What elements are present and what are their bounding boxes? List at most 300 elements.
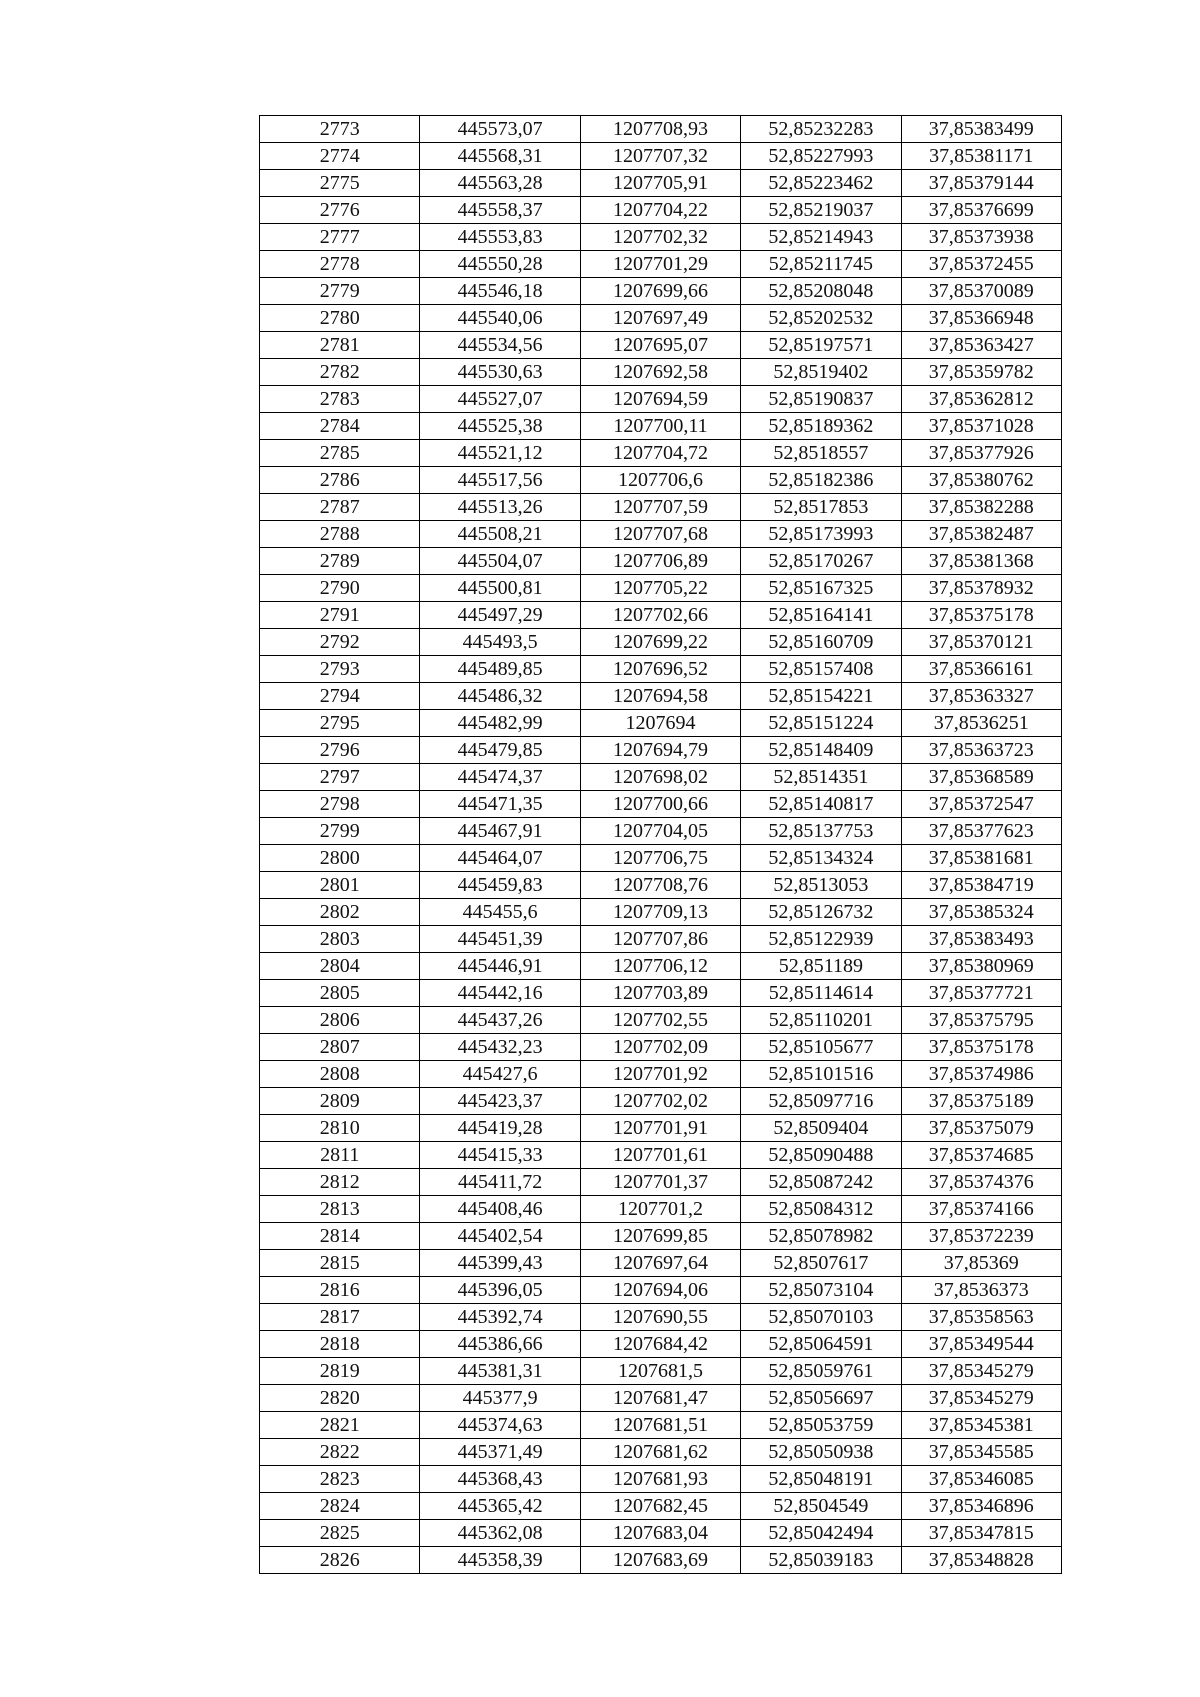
longitude-cell: 37,85384719: [901, 872, 1061, 899]
point-number-cell: 2786: [260, 467, 420, 494]
longitude-cell: 37,85374376: [901, 1169, 1061, 1196]
coord-y-cell: 1207684,42: [580, 1331, 740, 1358]
longitude-cell: 37,85346896: [901, 1493, 1061, 1520]
coord-x-cell: 445386,66: [420, 1331, 580, 1358]
latitude-cell: 52,851189: [741, 953, 901, 980]
table-row: [260, 1034, 1062, 1061]
coord-y-cell: 1207694,58: [580, 683, 740, 710]
table-row: [260, 575, 1062, 602]
latitude-cell: 52,85167325: [741, 575, 901, 602]
longitude-cell: 37,85368589: [901, 764, 1061, 791]
latitude-cell: 52,85189362: [741, 413, 901, 440]
point-number-cell: 2817: [260, 1304, 420, 1331]
point-number-cell: 2809: [260, 1088, 420, 1115]
latitude-cell: 52,85151224: [741, 710, 901, 737]
latitude-cell: 52,8514351: [741, 764, 901, 791]
longitude-cell: 37,85382487: [901, 521, 1061, 548]
latitude-cell: 52,8507617: [741, 1250, 901, 1277]
coord-y-cell: 1207706,12: [580, 953, 740, 980]
point-number-cell: 2778: [260, 251, 420, 278]
coord-y-cell: 1207704,72: [580, 440, 740, 467]
latitude-cell: 52,85101516: [741, 1061, 901, 1088]
longitude-cell: 37,85375795: [901, 1007, 1061, 1034]
coord-x-cell: 445508,21: [420, 521, 580, 548]
longitude-cell: 37,85383499: [901, 116, 1061, 143]
coord-x-cell: 445497,29: [420, 602, 580, 629]
longitude-cell: 37,85381171: [901, 143, 1061, 170]
latitude-cell: 52,8513053: [741, 872, 901, 899]
longitude-cell: 37,85379144: [901, 170, 1061, 197]
coord-y-cell: 1207707,59: [580, 494, 740, 521]
coord-x-cell: 445365,42: [420, 1493, 580, 1520]
coord-x-cell: 445423,37: [420, 1088, 580, 1115]
latitude-cell: 52,85164141: [741, 602, 901, 629]
longitude-cell: 37,85366948: [901, 305, 1061, 332]
table-row: [260, 1250, 1062, 1277]
longitude-cell: 37,85362812: [901, 386, 1061, 413]
latitude-cell: 52,85110201: [741, 1007, 901, 1034]
table-row: [260, 710, 1062, 737]
latitude-cell: 52,85087242: [741, 1169, 901, 1196]
point-number-cell: 2777: [260, 224, 420, 251]
latitude-cell: 52,85042494: [741, 1520, 901, 1547]
coord-y-cell: 1207696,52: [580, 656, 740, 683]
table-row: [260, 1061, 1062, 1088]
longitude-cell: 37,85375178: [901, 602, 1061, 629]
coord-y-cell: 1207701,92: [580, 1061, 740, 1088]
longitude-cell: 37,85359782: [901, 359, 1061, 386]
latitude-cell: 52,85227993: [741, 143, 901, 170]
table-row: [260, 251, 1062, 278]
longitude-cell: 37,85370121: [901, 629, 1061, 656]
point-number-cell: 2807: [260, 1034, 420, 1061]
latitude-cell: 52,85097716: [741, 1088, 901, 1115]
point-number-cell: 2818: [260, 1331, 420, 1358]
point-number-cell: 2806: [260, 1007, 420, 1034]
coord-y-cell: 1207706,75: [580, 845, 740, 872]
point-number-cell: 2787: [260, 494, 420, 521]
coord-y-cell: 1207695,07: [580, 332, 740, 359]
table-row: [260, 1439, 1062, 1466]
longitude-cell: 37,85372455: [901, 251, 1061, 278]
table-row: [260, 1169, 1062, 1196]
point-number-cell: 2823: [260, 1466, 420, 1493]
coord-y-cell: 1207697,49: [580, 305, 740, 332]
coord-x-cell: 445411,72: [420, 1169, 580, 1196]
table-row: [260, 1304, 1062, 1331]
table-row: [260, 1493, 1062, 1520]
coord-x-cell: 445482,99: [420, 710, 580, 737]
point-number-cell: 2782: [260, 359, 420, 386]
coord-x-cell: 445362,08: [420, 1520, 580, 1547]
point-number-cell: 2775: [260, 170, 420, 197]
coord-y-cell: 1207681,5: [580, 1358, 740, 1385]
latitude-cell: 52,85232283: [741, 116, 901, 143]
table-row: [260, 683, 1062, 710]
coord-x-cell: 445573,07: [420, 116, 580, 143]
coord-x-cell: 445513,26: [420, 494, 580, 521]
table-row: [260, 494, 1062, 521]
latitude-cell: 52,85070103: [741, 1304, 901, 1331]
coord-x-cell: 445408,46: [420, 1196, 580, 1223]
longitude-cell: 37,85372547: [901, 791, 1061, 818]
coord-y-cell: 1207702,09: [580, 1034, 740, 1061]
coord-y-cell: 1207701,2: [580, 1196, 740, 1223]
table-row: [260, 197, 1062, 224]
coord-y-cell: 1207703,89: [580, 980, 740, 1007]
latitude-cell: 52,85182386: [741, 467, 901, 494]
coord-x-cell: 445455,6: [420, 899, 580, 926]
coord-x-cell: 445553,83: [420, 224, 580, 251]
coord-y-cell: 1207706,89: [580, 548, 740, 575]
coord-x-cell: 445371,49: [420, 1439, 580, 1466]
longitude-cell: 37,85385324: [901, 899, 1061, 926]
table-row: [260, 764, 1062, 791]
coord-y-cell: 1207694,59: [580, 386, 740, 413]
latitude-cell: 52,85214943: [741, 224, 901, 251]
coord-y-cell: 1207682,45: [580, 1493, 740, 1520]
coord-x-cell: 445446,91: [420, 953, 580, 980]
coord-y-cell: 1207705,22: [580, 575, 740, 602]
latitude-cell: 52,85173993: [741, 521, 901, 548]
longitude-cell: 37,85363427: [901, 332, 1061, 359]
coord-x-cell: 445521,12: [420, 440, 580, 467]
point-number-cell: 2822: [260, 1439, 420, 1466]
table-row: [260, 1520, 1062, 1547]
point-number-cell: 2789: [260, 548, 420, 575]
coord-y-cell: 1207697,64: [580, 1250, 740, 1277]
coord-x-cell: 445471,35: [420, 791, 580, 818]
point-number-cell: 2793: [260, 656, 420, 683]
point-number-cell: 2780: [260, 305, 420, 332]
longitude-cell: 37,85345381: [901, 1412, 1061, 1439]
coord-y-cell: 1207707,68: [580, 521, 740, 548]
coord-y-cell: 1207681,47: [580, 1385, 740, 1412]
longitude-cell: 37,85375178: [901, 1034, 1061, 1061]
table-row: [260, 791, 1062, 818]
coord-x-cell: 445546,18: [420, 278, 580, 305]
coord-x-cell: 445374,63: [420, 1412, 580, 1439]
point-number-cell: 2802: [260, 899, 420, 926]
latitude-cell: 52,85208048: [741, 278, 901, 305]
point-number-cell: 2816: [260, 1277, 420, 1304]
latitude-cell: 52,85157408: [741, 656, 901, 683]
table-row: [260, 1223, 1062, 1250]
coord-x-cell: 445437,26: [420, 1007, 580, 1034]
point-number-cell: 2792: [260, 629, 420, 656]
coord-y-cell: 1207701,91: [580, 1115, 740, 1142]
coord-x-cell: 445419,28: [420, 1115, 580, 1142]
coord-x-cell: 445527,07: [420, 386, 580, 413]
table-row: [260, 332, 1062, 359]
latitude-cell: 52,85078982: [741, 1223, 901, 1250]
coord-x-cell: 445500,81: [420, 575, 580, 602]
longitude-cell: 37,85375079: [901, 1115, 1061, 1142]
coord-y-cell: 1207683,04: [580, 1520, 740, 1547]
longitude-cell: 37,85345585: [901, 1439, 1061, 1466]
longitude-cell: 37,85363723: [901, 737, 1061, 764]
point-number-cell: 2791: [260, 602, 420, 629]
coord-x-cell: 445432,23: [420, 1034, 580, 1061]
table-row: [260, 1088, 1062, 1115]
longitude-cell: 37,85369: [901, 1250, 1061, 1277]
point-number-cell: 2810: [260, 1115, 420, 1142]
coord-x-cell: 445464,07: [420, 845, 580, 872]
point-number-cell: 2801: [260, 872, 420, 899]
coord-y-cell: 1207705,91: [580, 170, 740, 197]
coord-x-cell: 445568,31: [420, 143, 580, 170]
point-number-cell: 2790: [260, 575, 420, 602]
coord-x-cell: 445558,37: [420, 197, 580, 224]
point-number-cell: 2814: [260, 1223, 420, 1250]
longitude-cell: 37,85382288: [901, 494, 1061, 521]
coord-y-cell: 1207702,32: [580, 224, 740, 251]
point-number-cell: 2812: [260, 1169, 420, 1196]
longitude-cell: 37,85377623: [901, 818, 1061, 845]
coord-y-cell: 1207700,66: [580, 791, 740, 818]
coord-x-cell: 445396,05: [420, 1277, 580, 1304]
coord-x-cell: 445489,85: [420, 656, 580, 683]
table-row: [260, 224, 1062, 251]
latitude-cell: 52,8504549: [741, 1493, 901, 1520]
point-number-cell: 2773: [260, 116, 420, 143]
latitude-cell: 52,85140817: [741, 791, 901, 818]
table-row: [260, 1412, 1062, 1439]
coord-x-cell: 445517,56: [420, 467, 580, 494]
coord-x-cell: 445563,28: [420, 170, 580, 197]
table-row: [260, 1142, 1062, 1169]
table-row: [260, 359, 1062, 386]
point-number-cell: 2783: [260, 386, 420, 413]
coord-y-cell: 1207698,02: [580, 764, 740, 791]
coord-y-cell: 1207701,29: [580, 251, 740, 278]
latitude-cell: 52,85197571: [741, 332, 901, 359]
point-number-cell: 2785: [260, 440, 420, 467]
coord-y-cell: 1207702,02: [580, 1088, 740, 1115]
coord-y-cell: 1207707,32: [580, 143, 740, 170]
coord-x-cell: 445486,32: [420, 683, 580, 710]
coord-x-cell: 445368,43: [420, 1466, 580, 1493]
table-row: [260, 1331, 1062, 1358]
coord-x-cell: 445451,39: [420, 926, 580, 953]
latitude-cell: 52,85219037: [741, 197, 901, 224]
longitude-cell: 37,85346085: [901, 1466, 1061, 1493]
longitude-cell: 37,85373938: [901, 224, 1061, 251]
point-number-cell: 2800: [260, 845, 420, 872]
coord-y-cell: 1207699,22: [580, 629, 740, 656]
coord-y-cell: 1207681,93: [580, 1466, 740, 1493]
latitude-cell: 52,85039183: [741, 1547, 901, 1574]
latitude-cell: 52,85202532: [741, 305, 901, 332]
coord-x-cell: 445530,63: [420, 359, 580, 386]
table-row: [260, 440, 1062, 467]
coord-y-cell: 1207704,22: [580, 197, 740, 224]
point-number-cell: 2779: [260, 278, 420, 305]
longitude-cell: 37,85381681: [901, 845, 1061, 872]
point-number-cell: 2804: [260, 953, 420, 980]
latitude-cell: 52,85114614: [741, 980, 901, 1007]
coord-y-cell: 1207699,85: [580, 1223, 740, 1250]
longitude-cell: 37,85349544: [901, 1331, 1061, 1358]
coord-x-cell: 445474,37: [420, 764, 580, 791]
table-row: [260, 980, 1062, 1007]
longitude-cell: 37,85377926: [901, 440, 1061, 467]
point-number-cell: 2774: [260, 143, 420, 170]
table-row: [260, 818, 1062, 845]
point-number-cell: 2803: [260, 926, 420, 953]
table-row: [260, 413, 1062, 440]
coord-x-cell: 445442,16: [420, 980, 580, 1007]
table-row: [260, 899, 1062, 926]
table-row: [260, 1277, 1062, 1304]
coord-y-cell: 1207702,66: [580, 602, 740, 629]
longitude-cell: 37,85374986: [901, 1061, 1061, 1088]
longitude-cell: 37,85347815: [901, 1520, 1061, 1547]
point-number-cell: 2821: [260, 1412, 420, 1439]
longitude-cell: 37,8536373: [901, 1277, 1061, 1304]
coord-x-cell: 445504,07: [420, 548, 580, 575]
coord-y-cell: 1207709,13: [580, 899, 740, 926]
table-row: [260, 845, 1062, 872]
latitude-cell: 52,85134324: [741, 845, 901, 872]
coord-x-cell: 445402,54: [420, 1223, 580, 1250]
longitude-cell: 37,85374166: [901, 1196, 1061, 1223]
table-row: [260, 602, 1062, 629]
longitude-cell: 37,85348828: [901, 1547, 1061, 1574]
coord-y-cell: 1207706,6: [580, 467, 740, 494]
coord-y-cell: 1207694,06: [580, 1277, 740, 1304]
table-row: [260, 116, 1062, 143]
longitude-cell: 37,85358563: [901, 1304, 1061, 1331]
coord-y-cell: 1207707,86: [580, 926, 740, 953]
point-number-cell: 2825: [260, 1520, 420, 1547]
coord-y-cell: 1207694: [580, 710, 740, 737]
point-number-cell: 2796: [260, 737, 420, 764]
coord-y-cell: 1207699,66: [580, 278, 740, 305]
coord-y-cell: 1207708,76: [580, 872, 740, 899]
longitude-cell: 37,85345279: [901, 1358, 1061, 1385]
coord-y-cell: 1207704,05: [580, 818, 740, 845]
table-row: [260, 953, 1062, 980]
table-row: [260, 521, 1062, 548]
table-row: [260, 872, 1062, 899]
longitude-cell: 37,85377721: [901, 980, 1061, 1007]
longitude-cell: 37,85371028: [901, 413, 1061, 440]
point-number-cell: 2788: [260, 521, 420, 548]
latitude-cell: 52,85059761: [741, 1358, 901, 1385]
coord-y-cell: 1207692,58: [580, 359, 740, 386]
point-number-cell: 2794: [260, 683, 420, 710]
point-number-cell: 2798: [260, 791, 420, 818]
coord-x-cell: 445493,5: [420, 629, 580, 656]
point-number-cell: 2808: [260, 1061, 420, 1088]
table-row: [260, 737, 1062, 764]
latitude-cell: 52,85190837: [741, 386, 901, 413]
coord-y-cell: 1207708,93: [580, 116, 740, 143]
latitude-cell: 52,85050938: [741, 1439, 901, 1466]
latitude-cell: 52,85137753: [741, 818, 901, 845]
coord-x-cell: 445377,9: [420, 1385, 580, 1412]
coord-x-cell: 445381,31: [420, 1358, 580, 1385]
coord-x-cell: 445415,33: [420, 1142, 580, 1169]
coord-y-cell: 1207701,37: [580, 1169, 740, 1196]
coord-y-cell: 1207690,55: [580, 1304, 740, 1331]
latitude-cell: 52,85084312: [741, 1196, 901, 1223]
point-number-cell: 2811: [260, 1142, 420, 1169]
coord-y-cell: 1207694,79: [580, 737, 740, 764]
point-number-cell: 2813: [260, 1196, 420, 1223]
coord-x-cell: 445358,39: [420, 1547, 580, 1574]
point-number-cell: 2799: [260, 818, 420, 845]
latitude-cell: 52,85053759: [741, 1412, 901, 1439]
table-row: [260, 1007, 1062, 1034]
table-row: [260, 1547, 1062, 1574]
coord-x-cell: 445540,06: [420, 305, 580, 332]
latitude-cell: 52,85126732: [741, 899, 901, 926]
point-number-cell: 2826: [260, 1547, 420, 1574]
table-row: [260, 386, 1062, 413]
coord-y-cell: 1207683,69: [580, 1547, 740, 1574]
coord-x-cell: 445550,28: [420, 251, 580, 278]
latitude-cell: 52,85223462: [741, 170, 901, 197]
table-row: [260, 1115, 1062, 1142]
coord-x-cell: 445467,91: [420, 818, 580, 845]
latitude-cell: 52,8518557: [741, 440, 901, 467]
latitude-cell: 52,85211745: [741, 251, 901, 278]
longitude-cell: 37,85380969: [901, 953, 1061, 980]
longitude-cell: 37,85381368: [901, 548, 1061, 575]
coord-x-cell: 445427,6: [420, 1061, 580, 1088]
coord-x-cell: 445479,85: [420, 737, 580, 764]
point-number-cell: 2819: [260, 1358, 420, 1385]
table-row: [260, 467, 1062, 494]
longitude-cell: 37,85380762: [901, 467, 1061, 494]
point-number-cell: 2784: [260, 413, 420, 440]
longitude-cell: 37,85378932: [901, 575, 1061, 602]
table-row: [260, 656, 1062, 683]
point-number-cell: 2820: [260, 1385, 420, 1412]
longitude-cell: 37,85366161: [901, 656, 1061, 683]
latitude-cell: 52,85056697: [741, 1385, 901, 1412]
latitude-cell: 52,85154221: [741, 683, 901, 710]
point-number-cell: 2776: [260, 197, 420, 224]
point-number-cell: 2797: [260, 764, 420, 791]
longitude-cell: 37,85375189: [901, 1088, 1061, 1115]
point-number-cell: 2781: [260, 332, 420, 359]
coord-x-cell: 445459,83: [420, 872, 580, 899]
table-row: [260, 1385, 1062, 1412]
latitude-cell: 52,85122939: [741, 926, 901, 953]
latitude-cell: 52,8517853: [741, 494, 901, 521]
coordinates-table: [259, 115, 1062, 1574]
coord-y-cell: 1207700,11: [580, 413, 740, 440]
coord-y-cell: 1207701,61: [580, 1142, 740, 1169]
coord-x-cell: 445534,56: [420, 332, 580, 359]
table-row: [260, 548, 1062, 575]
table-row: [260, 1358, 1062, 1385]
table-row: [260, 926, 1062, 953]
latitude-cell: 52,85073104: [741, 1277, 901, 1304]
latitude-cell: 52,8519402: [741, 359, 901, 386]
coord-x-cell: 445399,43: [420, 1250, 580, 1277]
table-row: [260, 1196, 1062, 1223]
latitude-cell: 52,8509404: [741, 1115, 901, 1142]
longitude-cell: 37,85374685: [901, 1142, 1061, 1169]
table-row: [260, 278, 1062, 305]
point-number-cell: 2805: [260, 980, 420, 1007]
table-row: [260, 629, 1062, 656]
table-row: [260, 1466, 1062, 1493]
